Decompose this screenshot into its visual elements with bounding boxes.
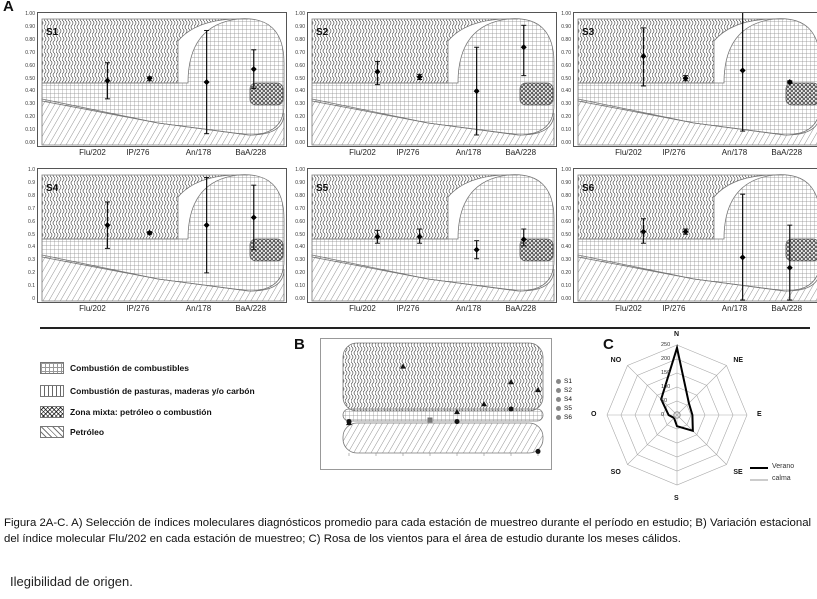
direction-label-NO: NO [610, 356, 622, 364]
x-category-label: Flu/202 [615, 148, 642, 157]
y-tick-label: 0.30 [295, 101, 305, 108]
y-tick-label: 0.80 [295, 36, 305, 43]
x-category-label: An/178 [721, 148, 748, 157]
y-tick-label: 0.20 [25, 114, 35, 121]
x-category-label: Flu/202 [349, 304, 376, 313]
y-tick-label: 1.0 [28, 167, 35, 173]
y-tick-label: 0.10 [295, 127, 305, 134]
y-tick-label: 0.90 [561, 23, 571, 30]
station-label: S1 [46, 27, 59, 38]
legend-swatch-mix [40, 406, 64, 418]
legend-swatch-pet [40, 426, 64, 438]
plot-area [307, 12, 557, 147]
direction-label-SO: SO [610, 469, 621, 477]
y-tick-label: 0.60 [295, 62, 305, 69]
chart-s2 [294, 12, 559, 165]
zone-pasturas [343, 343, 543, 411]
y-tick-label: 0.1 [28, 283, 35, 290]
panel-letter-b: B [294, 336, 305, 353]
legend-label-Verano: Verano [772, 463, 795, 470]
y-tick-label: 0.90 [561, 179, 571, 186]
y-tick-label: 0.30 [561, 257, 571, 264]
y-tick-label: 0.70 [561, 49, 571, 56]
legend-label-comb: Combustión de combustibles [70, 363, 190, 373]
zone-combustibles [343, 409, 543, 421]
x-category-label: BaA/228 [505, 304, 537, 313]
y-tick-label: 0.80 [561, 192, 571, 199]
y-tick-label: 0.30 [25, 101, 35, 108]
plot-area [37, 12, 287, 147]
panel-letter-a: A [3, 0, 14, 15]
direction-label-E: E [757, 411, 762, 418]
y-tick-label: 0.5 [28, 231, 35, 238]
radial-label: 200 [661, 356, 671, 362]
source-note: Ilegibilidad de origen. [10, 574, 133, 589]
zone-mixta [520, 83, 553, 105]
y-tick-label: 1.00 [561, 11, 571, 17]
direction-label-SE: SE [733, 469, 743, 477]
legend-swatch-past [40, 385, 64, 397]
y-tick-label: 0.00 [561, 296, 571, 302]
x-category-label: BaA/228 [771, 148, 803, 157]
legend-item-S2 [556, 387, 572, 394]
x-category-label: An/178 [455, 148, 482, 157]
x-category-label: IP/276 [396, 304, 420, 313]
y-tick-label: 0 [32, 296, 35, 302]
point-S6 [455, 419, 460, 424]
y-tick-label: 0.80 [295, 192, 305, 199]
plot-area [573, 12, 817, 147]
y-tick-label: 0.8 [28, 192, 35, 199]
y-tick-label: 0.60 [561, 218, 571, 225]
y-tick-label: 0.10 [561, 127, 571, 134]
zone-mixta [250, 83, 283, 105]
y-tick-label: 0.70 [25, 49, 35, 56]
x-category-label: Flu/202 [79, 304, 106, 313]
x-category-label: An/178 [185, 304, 212, 313]
legend-item-pet [40, 425, 104, 439]
legend-marker [556, 388, 561, 393]
x-category-label: Flu/202 [349, 148, 376, 157]
y-tick-label: 0.70 [561, 205, 571, 212]
chart-s3 [560, 12, 817, 165]
point-S6 [536, 449, 541, 454]
radial-label: 150 [661, 370, 671, 376]
legend-label: S1 [564, 378, 572, 385]
y-tick-label: 0.70 [295, 205, 305, 212]
y-tick-label: 0.50 [561, 75, 571, 82]
y-tick-label: 0.70 [295, 49, 305, 56]
x-category-label: An/178 [185, 148, 212, 157]
x-category-label: An/178 [721, 304, 748, 313]
y-tick-label: 0.50 [25, 75, 35, 82]
legend-marker [556, 397, 561, 402]
panel-c-radar [590, 330, 815, 508]
chart-s1 [24, 12, 289, 165]
legend-label-calma: calma [772, 475, 791, 482]
y-tick-label: 0.30 [295, 257, 305, 264]
y-tick-label: 0.50 [295, 75, 305, 82]
y-tick-label: 0.10 [295, 283, 305, 290]
direction-label-NE: NE [733, 356, 744, 364]
x-category-label: BaA/228 [771, 304, 803, 313]
x-category-label: IP/276 [126, 304, 150, 313]
y-tick-label: 0.40 [295, 244, 305, 251]
y-tick-label: 0.20 [561, 270, 571, 277]
chart-s4 [24, 168, 289, 321]
legend-item-comb [40, 361, 189, 375]
separator-line [40, 327, 810, 329]
y-tick-label: 0.9 [28, 179, 35, 186]
y-tick-label: 0.90 [25, 23, 35, 30]
legend-label-mix: Zona mixta: petróleo o combustión [70, 407, 212, 417]
radial-label: 50 [661, 398, 668, 404]
y-tick-label: 0.40 [295, 88, 305, 95]
panel-b-legend [556, 378, 586, 438]
y-tick-label: 0.90 [295, 23, 305, 30]
y-tick-label: 0.2 [28, 270, 35, 277]
direction-label-O: O [591, 411, 597, 418]
y-tick-label: 0.4 [28, 244, 35, 251]
legend-item-S6 [556, 414, 572, 421]
y-tick-label: 0.20 [561, 114, 571, 121]
zone-mixta [786, 83, 817, 105]
x-category-label: BaA/228 [505, 148, 537, 157]
y-tick-label: 1.00 [561, 167, 571, 173]
x-category-label: IP/276 [662, 148, 686, 157]
figure-caption: Figura 2A-C. A) Selección de índices moleculares diagnósticos promedio para cada estación de muestreo durante el período en estudio; B) Variación estacional del índice molecular Flu/202 en cada estación de muestreo; C) Rosa de los vientos para el área de estudio durante los meses cálidos. [4, 517, 812, 545]
y-tick-label: 0.40 [561, 244, 571, 251]
y-tick-label: 0.00 [561, 140, 571, 146]
legend-marker [556, 406, 561, 411]
y-tick-label: 0.90 [295, 179, 305, 186]
legend-item-mix [40, 405, 212, 419]
point-S6 [347, 419, 352, 424]
legend-item-S4 [556, 396, 572, 403]
legend-label: S4 [564, 396, 572, 403]
y-tick-label: 0.10 [25, 127, 35, 134]
radial-label: 0 [661, 412, 665, 418]
y-tick-label: 0.20 [295, 270, 305, 277]
y-tick-label: 0.80 [25, 36, 35, 43]
plot-area [37, 168, 287, 303]
station-label: S2 [316, 27, 329, 38]
legend-item-S5 [556, 405, 572, 412]
zone-mixta [786, 239, 817, 261]
y-tick-label: 0.40 [25, 88, 35, 95]
zone-mixta [520, 239, 553, 261]
y-tick-label: 0.50 [295, 231, 305, 238]
plot-area [573, 168, 817, 303]
legend-swatch-comb [40, 362, 64, 374]
x-category-label: IP/276 [662, 304, 686, 313]
y-tick-label: 0.00 [295, 140, 305, 146]
legend-item-past [40, 384, 255, 398]
legend-marker [556, 415, 561, 420]
legend-item-S1 [556, 378, 572, 385]
chart-s6 [560, 168, 817, 321]
station-label: S6 [582, 183, 595, 194]
direction-label-S: S [674, 495, 679, 502]
y-tick-label: 0.40 [561, 88, 571, 95]
y-tick-label: 0.10 [561, 283, 571, 290]
point-S2 [428, 418, 433, 423]
x-category-label: Flu/202 [79, 148, 106, 157]
legend-label-pet: Petróleo [70, 427, 105, 437]
legend-label: S6 [564, 414, 572, 421]
panel-letter-c: C [603, 336, 614, 353]
y-tick-label: 1.00 [295, 11, 305, 17]
point-S6 [509, 407, 514, 412]
x-category-label: IP/276 [396, 148, 420, 157]
station-label: S3 [582, 27, 595, 38]
y-tick-label: 0.6 [28, 218, 35, 225]
x-category-label: BaA/228 [235, 148, 267, 157]
plot-area [307, 168, 557, 303]
radial-label: 250 [661, 342, 671, 348]
legend-label: S2 [564, 387, 572, 394]
zone-petroleo [343, 423, 543, 453]
y-tick-label: 0.00 [295, 296, 305, 302]
x-category-label: IP/276 [126, 148, 150, 157]
y-tick-label: 0.30 [561, 101, 571, 108]
x-category-label: An/178 [455, 304, 482, 313]
y-tick-label: 0.3 [28, 257, 35, 264]
y-tick-label: 0.60 [295, 218, 305, 225]
x-category-label: BaA/228 [235, 304, 267, 313]
y-tick-label: 0.7 [28, 205, 35, 212]
x-category-label: Flu/202 [615, 304, 642, 313]
y-tick-label: 0.20 [295, 114, 305, 121]
panel-b-chart [320, 338, 552, 470]
radial-label: 100 [661, 384, 671, 390]
y-tick-label: 1.00 [295, 167, 305, 173]
y-tick-label: 0.00 [25, 140, 35, 146]
y-tick-label: 0.60 [25, 62, 35, 69]
station-label: S4 [46, 183, 59, 194]
chart-s5 [294, 168, 559, 321]
y-tick-label: 1.00 [25, 11, 35, 17]
direction-label-N: N [674, 331, 680, 338]
y-tick-label: 0.50 [561, 231, 571, 238]
station-label: S5 [316, 183, 329, 194]
legend-label-past: Combustión de pasturas, maderas y/o carbón [70, 386, 255, 396]
y-tick-label: 0.80 [561, 36, 571, 43]
legend-label: S5 [564, 405, 572, 412]
legend-marker [556, 379, 561, 384]
y-tick-label: 0.60 [561, 62, 571, 69]
